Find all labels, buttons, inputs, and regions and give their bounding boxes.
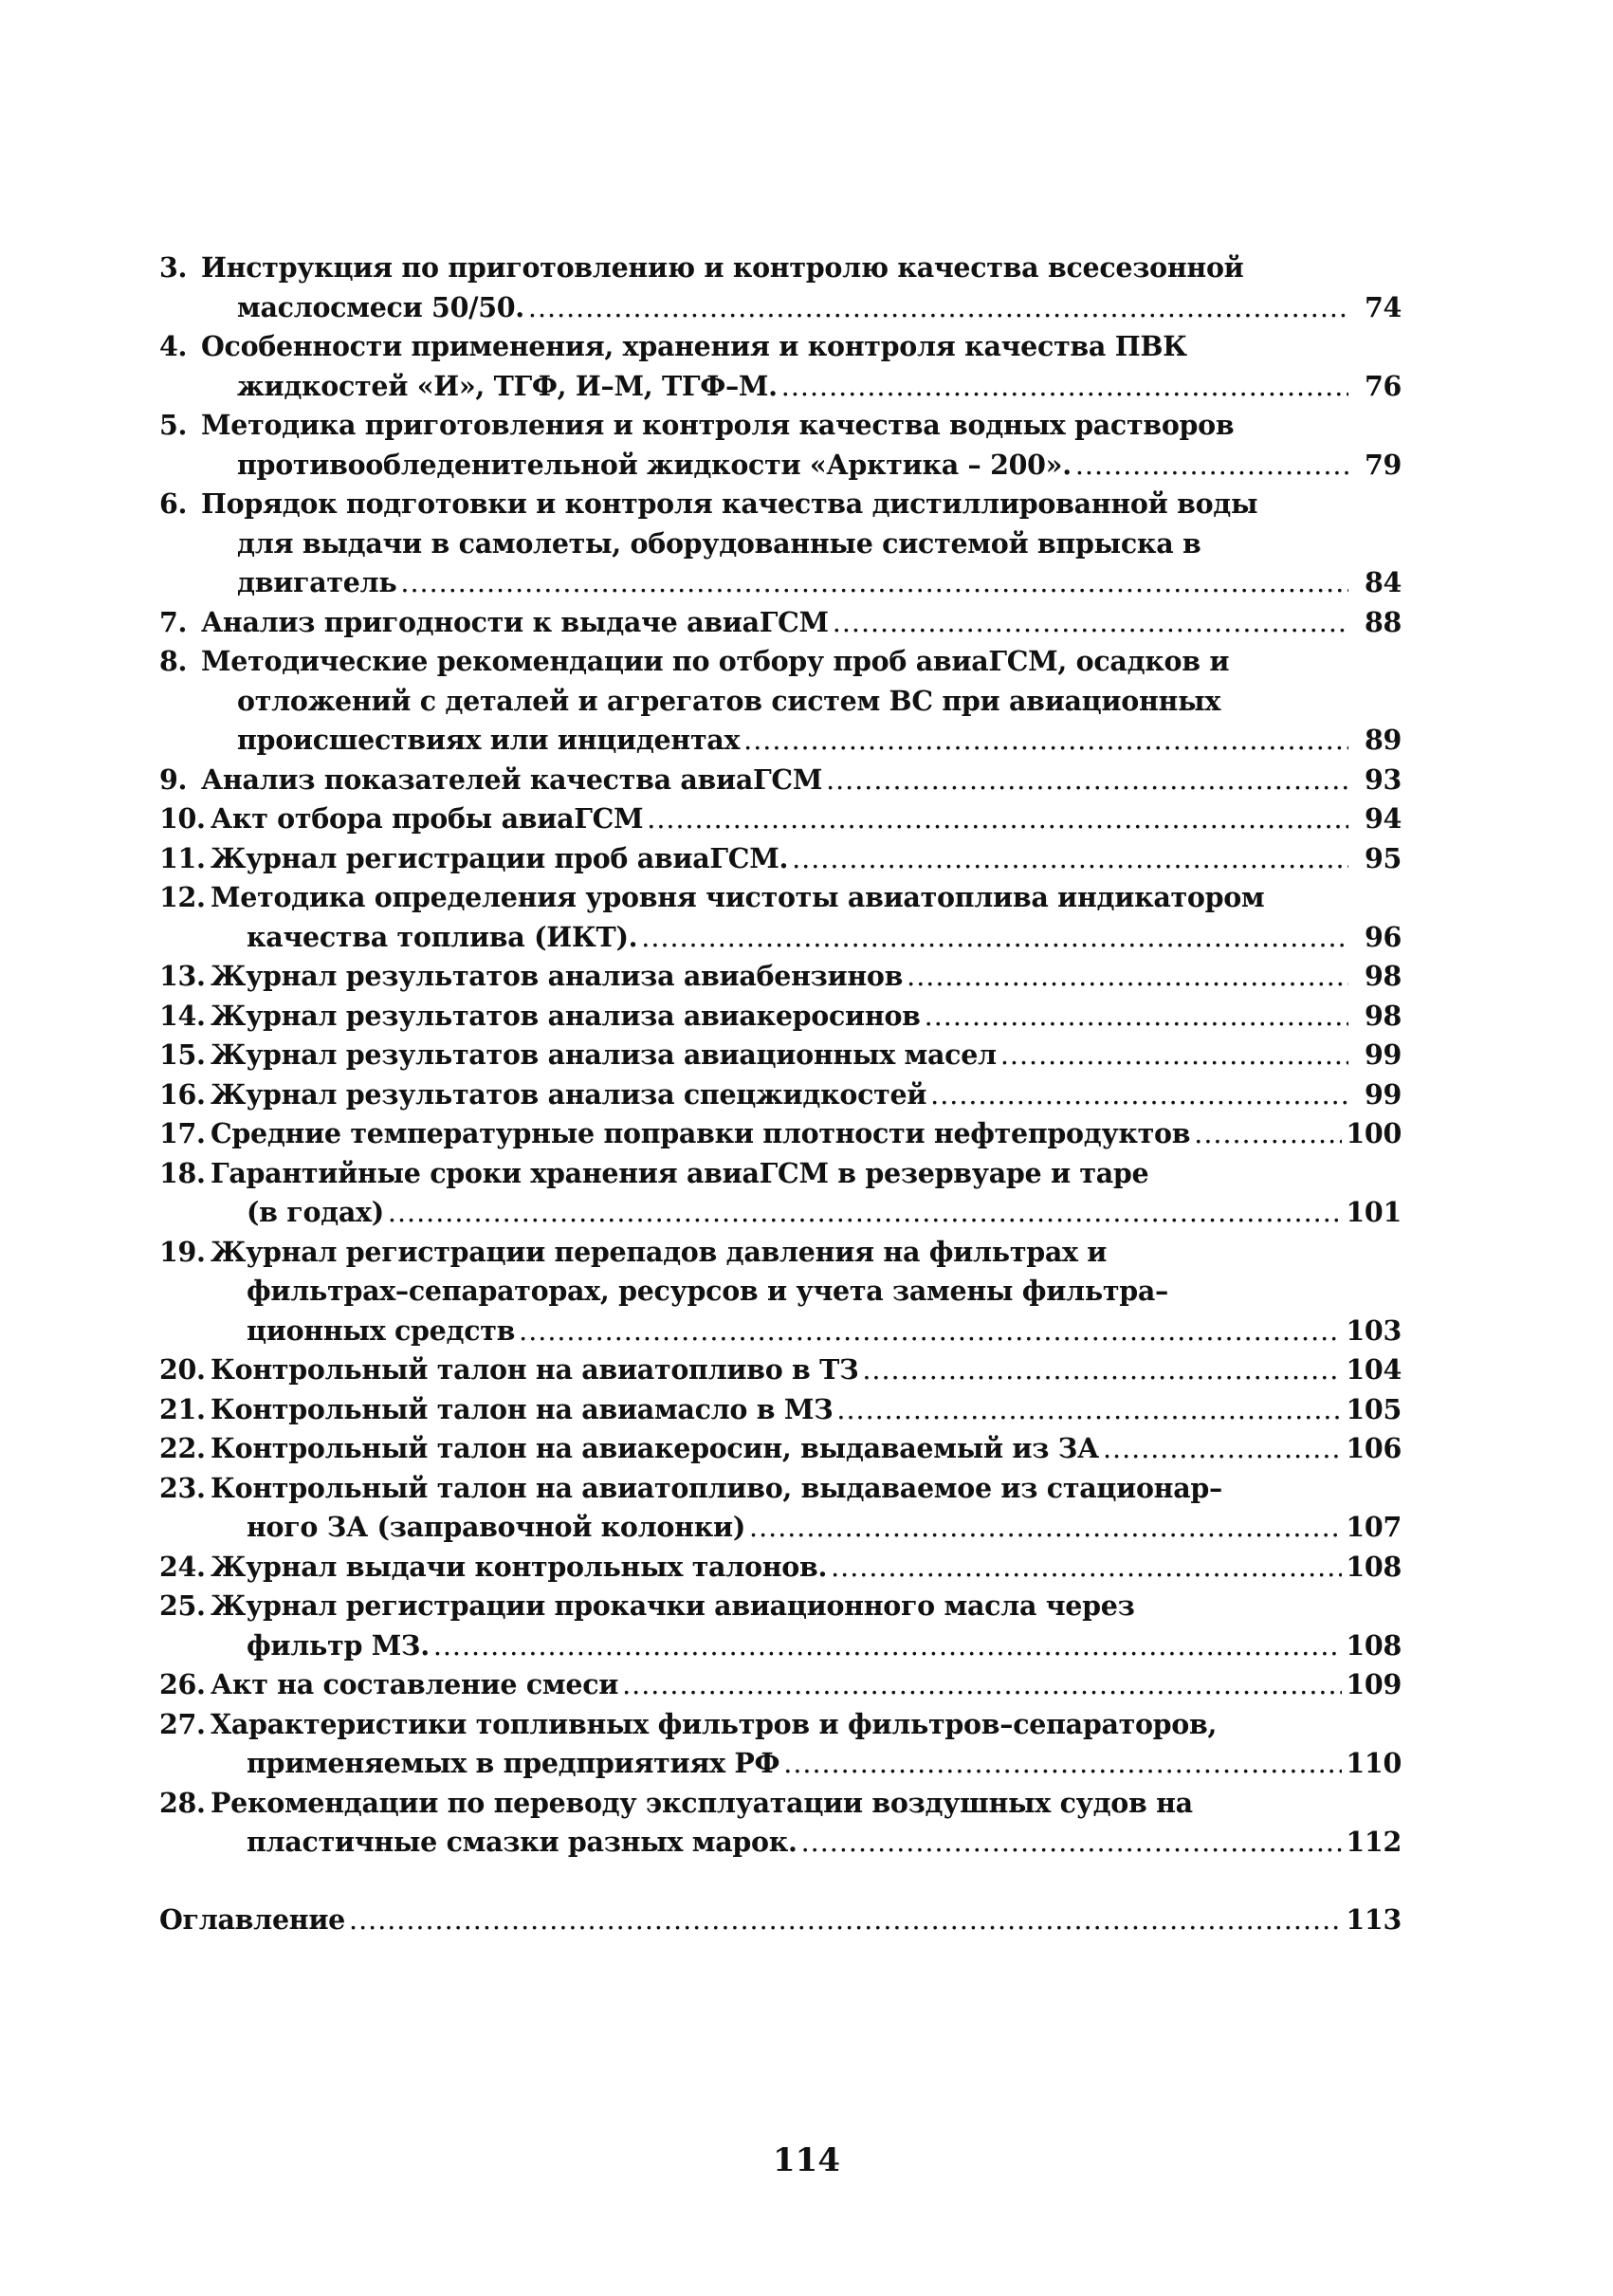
toc-entry-page: 98: [1364, 999, 1402, 1032]
toc-entry-page: 76: [1364, 369, 1402, 402]
toc-entry-last-line: [211, 1548, 1402, 1588]
dot-leader: [925, 997, 1348, 1037]
toc-entry-page: 113: [1346, 1902, 1402, 1936]
toc-entry: [159, 248, 1402, 327]
toc-entry-title-line: применяемых в предприятиях РФ: [247, 1747, 780, 1779]
toc-entry-number: 28.: [159, 1786, 206, 1819]
toc-entry-last-line: [201, 761, 1402, 800]
dot-leader: [647, 799, 1348, 839]
toc-entry-title-line: Инструкция по приготовлению и контролю качества всесезонной: [201, 251, 1244, 284]
dot-leader: [519, 1312, 1342, 1351]
toc-entry: [159, 1075, 1402, 1115]
toc-entry-number: 15.: [159, 1038, 206, 1071]
toc-entry-number: 12.: [159, 881, 206, 913]
toc-entry: [159, 1548, 1402, 1588]
toc-entry-number: 17.: [159, 1117, 206, 1149]
toc-entry-page: 104: [1346, 1353, 1402, 1386]
dot-leader: [400, 563, 1348, 603]
toc-entry-last-line: [211, 997, 1402, 1037]
toc-entry-title-line: происшествиях или инцидентах: [237, 724, 741, 756]
toc-entry-last-line: [201, 288, 1402, 328]
toc-entry-last-line: [159, 1901, 1402, 1940]
toc-entry-title-line: маслосмеси 50/50.: [237, 290, 524, 323]
toc-entry-title-line: Характеристики топливных фильтров и фильтров–сепараторов,: [211, 1707, 1218, 1740]
toc-entry-title-line: Журнал регистрации перепадов давления на фильтрах и: [211, 1235, 1108, 1268]
toc-entry-title-line: качества топлива (ИКТ).: [247, 920, 638, 953]
toc-entry-page: 99: [1364, 1038, 1402, 1071]
toc-entry-last-line: [211, 1193, 1402, 1233]
dot-leader: [433, 1626, 1343, 1666]
toc-entry-title-line: Журнал результатов анализа авиабензинов: [211, 960, 904, 992]
dot-leader: [801, 1823, 1343, 1863]
toc-entry-page: 106: [1346, 1432, 1402, 1464]
toc-entry-last-line: [201, 446, 1402, 486]
toc-entry-page: 108: [1346, 1550, 1402, 1583]
toc-entry-title-line: ного ЗА (заправочной колонки): [247, 1511, 746, 1543]
toc-entry-title-line: Журнал выдачи контрольных талонов.: [211, 1550, 828, 1583]
toc-entry-title-line: отложений с деталей и агрегатов систем ВС при авиационных: [237, 684, 1221, 717]
toc-entry: [159, 1350, 1402, 1390]
toc-entry-number: 19.: [159, 1235, 206, 1268]
toc-entry-title-line: Гарантийные сроки хранения авиаГСМ в резервуаре и таре: [211, 1156, 1149, 1189]
toc-entry: [159, 603, 1402, 643]
toc-entry-page: 88: [1364, 605, 1402, 638]
toc-entry: [159, 485, 1402, 603]
toc-entry-number: 24.: [159, 1550, 206, 1583]
toc-entry-page: 108: [1346, 1628, 1402, 1662]
toc-entry-page: 99: [1364, 1077, 1402, 1111]
toc-entry-page: 100: [1346, 1117, 1402, 1149]
toc-entry-number: 7.: [159, 605, 188, 638]
toc-entry-page: 89: [1364, 724, 1402, 756]
toc-entry-number: 20.: [159, 1353, 206, 1386]
toc-entry: [159, 1429, 1402, 1469]
toc-entry-title-line: Анализ пригодности к выдаче авиаГСМ: [201, 605, 829, 638]
toc-entry-number: 11.: [159, 841, 206, 874]
toc-entry-number: 22.: [159, 1432, 206, 1464]
toc-entry-page: 103: [1346, 1313, 1402, 1347]
dot-leader: [862, 1350, 1342, 1390]
dot-leader: [1103, 1429, 1342, 1469]
toc-entry: [159, 1665, 1402, 1705]
dot-leader: [833, 603, 1348, 643]
dot-leader: [930, 1075, 1348, 1115]
toc-entry-title-line: Журнал результатов анализа авиакеросинов: [211, 999, 921, 1032]
toc-entry-page: 107: [1346, 1511, 1402, 1543]
toc-entry-number: 8.: [159, 645, 188, 677]
toc-entry-last-line: [211, 957, 1402, 997]
toc-entry-title-line: Контрольный талон на авиатопливо, выдаваемое из стационар–: [211, 1471, 1222, 1504]
toc-entry-page: 95: [1364, 841, 1402, 874]
toc-entry: [159, 1036, 1402, 1075]
toc-entry: [159, 997, 1402, 1037]
toc-entry-last-line: [211, 799, 1402, 839]
toc-entry-last-line: [211, 1626, 1402, 1666]
toc-entry-last-line: [211, 1429, 1402, 1469]
toc-entry-title-line: Контрольный талон на авиакеросин, выдаваемый из ЗА: [211, 1432, 1099, 1464]
toc-entry-page: 112: [1346, 1826, 1402, 1858]
toc-entry-title-line: противообледенительной жидкости «Арктика – 200».: [237, 448, 1072, 481]
toc-entry-title-line: для выдачи в самолеты, оборудованные системой впрыска в: [237, 526, 1201, 560]
toc-entry-last-line: [211, 1312, 1402, 1351]
toc-entry-number: 6.: [159, 487, 188, 520]
toc-entry-last-line: [211, 1114, 1402, 1154]
toc-entry-last-line: [211, 839, 1402, 879]
toc-entry-last-line: [201, 603, 1402, 643]
toc-entry-title-line: ционных средств: [247, 1313, 516, 1347]
toc-entry-title-line: Рекомендации по переводу эксплуатации воздушных судов на: [211, 1786, 1193, 1819]
dot-leader: [781, 367, 1348, 407]
toc-entry-title-line: двигатель: [237, 566, 397, 598]
dot-leader: [388, 1193, 1342, 1233]
toc-entry-number: 21.: [159, 1392, 206, 1425]
toc-entry-page: 79: [1364, 448, 1402, 481]
dot-leader: [349, 1901, 1342, 1940]
toc-entry: [159, 642, 1402, 761]
toc-entry-number: 14.: [159, 999, 206, 1032]
dot-leader: [749, 1508, 1342, 1548]
toc-entry: [159, 1784, 1402, 1863]
dot-leader: [792, 839, 1348, 879]
toc-entry-last-line: [211, 1508, 1402, 1548]
dot-leader: [783, 1744, 1342, 1784]
dot-leader: [836, 1390, 1342, 1430]
toc-entry-last-line: [211, 1390, 1402, 1430]
toc-entry-number: 25.: [159, 1589, 206, 1622]
dot-leader: [1194, 1114, 1342, 1154]
toc-entry: [159, 1154, 1402, 1233]
dot-leader: [1075, 446, 1348, 486]
toc-entry-contents: [159, 1901, 1402, 1940]
toc-entry-title-line: фильтрах–сепараторах, ресурсов и учета замены фильтра–: [247, 1275, 1168, 1307]
toc-entry-title-line: фильтр МЗ.: [247, 1628, 430, 1662]
toc-entry-last-line: [201, 367, 1402, 407]
toc-entry-number: 9.: [159, 762, 188, 796]
toc-entry: [159, 1233, 1402, 1351]
toc-entry-title-line: Оглавление: [159, 1902, 346, 1936]
toc-entry: [159, 799, 1402, 839]
toc-entry-page: 105: [1346, 1392, 1402, 1425]
toc-entry-last-line: [211, 1350, 1402, 1390]
toc-entry: [159, 1390, 1402, 1430]
toc-entry-page: 96: [1364, 920, 1402, 953]
toc-entry-number: 26.: [159, 1668, 206, 1700]
toc-entry-last-line: [201, 563, 1402, 603]
toc-entry-last-line: [211, 1823, 1402, 1863]
toc-entry: [159, 1114, 1402, 1154]
toc-entry-title-line: Средние температурные поправки плотности нефтепродуктов: [211, 1117, 1191, 1149]
toc-entry: [159, 327, 1402, 406]
toc-entry-last-line: [211, 1744, 1402, 1784]
toc-entry-title-line: Методика определения уровня чистоты авиатоплива индикатором: [211, 881, 1265, 913]
toc-entry: [159, 761, 1402, 800]
toc-entry-page: 110: [1346, 1747, 1402, 1779]
toc-entry-title-line: Контрольный талон на авиамасло в МЗ: [211, 1392, 834, 1425]
toc-entry-number: 23.: [159, 1471, 206, 1504]
toc-entry-title-line: Методические рекомендации по отбору проб авиаГСМ, осадков и: [201, 645, 1230, 677]
dot-leader: [826, 761, 1348, 800]
toc-entry-title-line: (в годах): [247, 1196, 384, 1228]
toc-entry: [159, 957, 1402, 997]
toc-entry-last-line: [201, 721, 1402, 761]
dot-leader: [743, 721, 1348, 761]
toc-entry-title-line: пластичные смазки разных марок.: [247, 1826, 797, 1858]
toc-entry-title-line: жидкостей «И», ТГФ, И–М, ТГФ–М.: [237, 369, 778, 402]
dot-leader: [1000, 1036, 1348, 1075]
toc-entry-page: 98: [1364, 960, 1402, 992]
toc-entry: [159, 839, 1402, 879]
page-number: 114: [773, 2141, 840, 2179]
toc-entry-title-line: Акт отбора пробы авиаГСМ: [211, 802, 644, 835]
toc-entry: [159, 1705, 1402, 1784]
toc-entry-title-line: Журнал результатов анализа спецжидкостей: [211, 1077, 927, 1111]
toc-entry: [159, 1469, 1402, 1548]
toc-entry-title-line: Контрольный талон на авиатопливо в ТЗ: [211, 1353, 859, 1386]
toc-entry-last-line: [211, 1075, 1402, 1115]
toc-entry-last-line: [211, 918, 1402, 958]
toc-entry: [159, 878, 1402, 957]
toc-entry-number: 16.: [159, 1077, 206, 1111]
toc-entry-title-line: Особенности применения, хранения и контроля качества ПВК: [201, 330, 1187, 362]
toc-entry-number: 13.: [159, 960, 206, 992]
toc-entry-title-line: Журнал регистрации проб авиаГСМ.: [211, 841, 789, 874]
toc-entry-last-line: [211, 1665, 1402, 1705]
toc-entry-number: 5.: [159, 409, 188, 441]
toc-entry-page: 93: [1364, 762, 1402, 796]
toc-entry: [159, 406, 1402, 485]
toc-entry-page: 94: [1364, 802, 1402, 835]
toc-entry-page: 74: [1364, 290, 1402, 323]
toc-entry-number: 10.: [159, 802, 206, 835]
toc-entry-page: 101: [1346, 1196, 1402, 1228]
dot-leader: [528, 288, 1348, 328]
toc-entry-title-line: Журнал регистрации прокачки авиационного масла через: [211, 1589, 1135, 1622]
toc-entry-page: 84: [1364, 566, 1402, 598]
toc-entry-last-line: [211, 1036, 1402, 1075]
toc-entry-number: 18.: [159, 1156, 206, 1189]
toc-entry-title-line: Журнал результатов анализа авиационных масел: [211, 1038, 997, 1071]
dot-leader: [831, 1548, 1342, 1588]
toc-entry-title-line: Методика приготовления и контроля качества водных растворов: [201, 409, 1235, 441]
toc-entry-number: 3.: [159, 251, 188, 284]
dot-leader: [622, 1665, 1342, 1705]
toc-entry-number: 4.: [159, 330, 188, 362]
toc-entry: [159, 1587, 1402, 1665]
table-of-contents: [159, 248, 1402, 1939]
dot-leader: [641, 918, 1348, 958]
dot-leader: [907, 957, 1348, 997]
toc-entry-number: 27.: [159, 1707, 206, 1740]
toc-entry-title-line: Анализ показателей качества авиаГСМ: [201, 762, 823, 796]
toc-entry-page: 109: [1346, 1668, 1402, 1700]
toc-entry-title-line: Порядок подготовки и контроля качества дистиллированной воды: [201, 487, 1258, 520]
toc-entry-title-line: Акт на составление смеси: [211, 1668, 619, 1700]
